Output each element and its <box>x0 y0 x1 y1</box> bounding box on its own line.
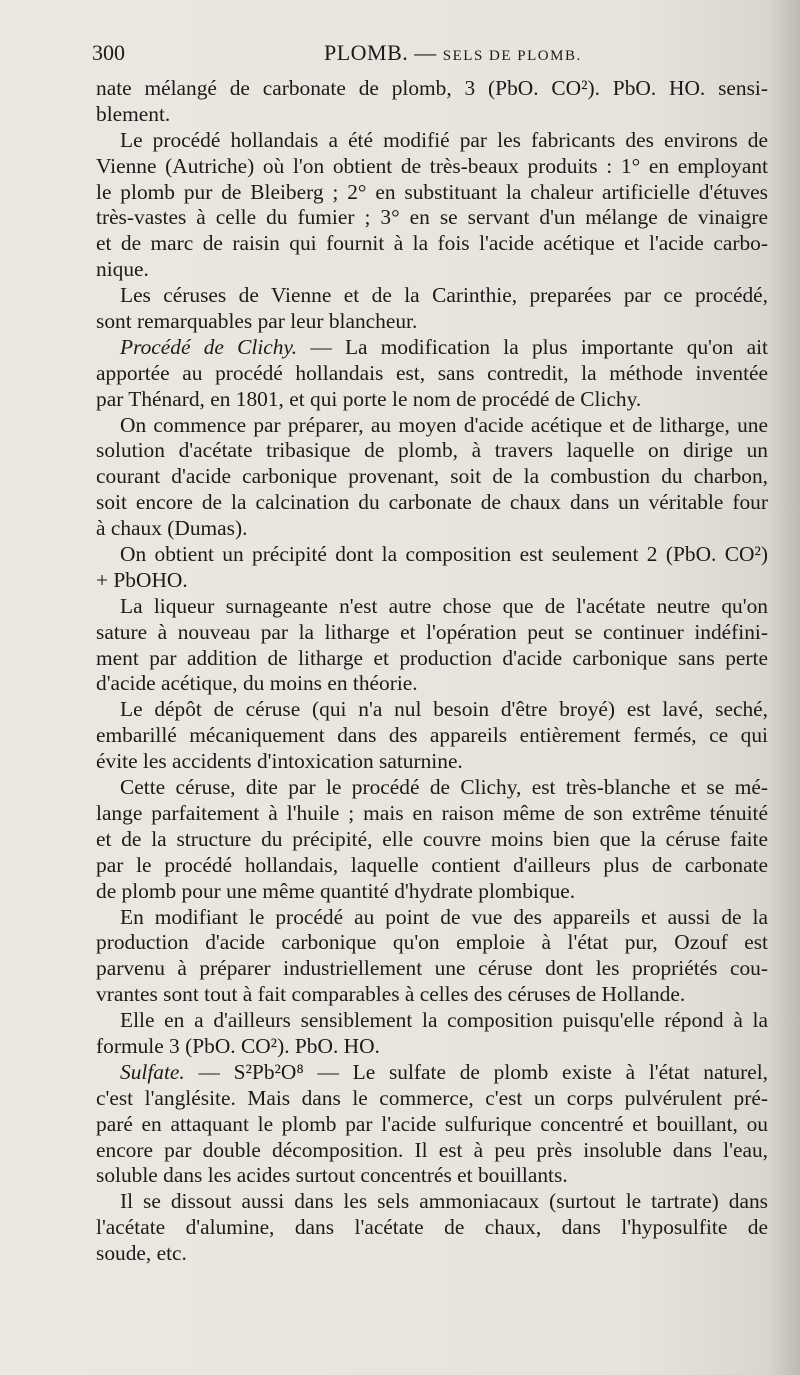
line-text: par Thénard, en 1801, et qui porte le nom de procédé de Clichy. <box>96 386 642 411</box>
text-line <box>96 905 768 931</box>
running-title-small: SELS DE PLOMB. <box>442 48 582 64</box>
line-text: On obtient un précipité dont la composition est seulement 2 (PbO. CO²) <box>120 542 768 567</box>
line-text: nate mélangé de carbonate de plomb, 3 (PbO. CO²). PbO. HO. sensi- <box>96 76 768 100</box>
text-line <box>96 1086 768 1112</box>
text-line <box>96 749 768 775</box>
line-text: nique. <box>96 257 149 282</box>
text-line <box>96 982 768 1008</box>
line-text: encore par double décomposition. Il est à peu près insoluble dans l'eau, <box>96 1137 768 1162</box>
text-line <box>96 335 768 361</box>
line-text: Les céruses de Vienne et de la Carinthie, preparées par ce procédé, <box>120 283 768 308</box>
line-text: solution d'acétate tribasique de plomb, à travers laquelle on dirige un <box>96 438 768 463</box>
line-text: sature à nouveau par la litharge et l'opération peut se continuer indéfini- <box>96 619 768 644</box>
text-line <box>96 1163 768 1189</box>
line-text: Vienne (Autriche) où l'on obtient de très-beaux produits : 1° en employant <box>96 153 768 178</box>
text-line <box>96 309 768 335</box>
text-line <box>96 1189 768 1215</box>
line-text: et de la structure du précipité, elle couvre moins bien que la céruse faite <box>96 826 768 851</box>
text-line <box>96 594 768 620</box>
text-line <box>96 387 768 413</box>
line-text: ment par addition de litharge et production d'acide carbonique sans perte <box>96 645 768 670</box>
line-text: courant d'acide carbonique provenant, soit de la combustion du charbon, <box>96 464 768 489</box>
line-text: En modifiant le procédé au point de vue des appareils et aussi de la <box>120 904 768 929</box>
text-line <box>96 723 768 749</box>
line-text: le plomb pur de Bleiberg ; 2° en substituant la chaleur artificielle d'étuves <box>96 179 768 204</box>
text-line <box>96 102 768 128</box>
line-text: par le procédé hollandais, laquelle contient d'ailleurs plus de carbonate <box>96 852 768 877</box>
text-line <box>96 1138 768 1164</box>
text-line <box>96 76 768 102</box>
line-text: sont remarquables par leur blancheur. <box>96 309 418 334</box>
text-line <box>96 1215 768 1241</box>
text-line <box>96 464 768 490</box>
line-text: et de marc de raisin qui fournit à la fois l'acide acétique et l'acide carbo- <box>96 231 768 256</box>
text-line <box>96 490 768 516</box>
text-line <box>96 283 768 309</box>
text-line <box>96 568 768 594</box>
text-line <box>96 128 768 154</box>
line-text: lange parfaitement à l'huile ; mais en raison même de son extrême ténuité <box>96 800 768 825</box>
line-text: d'acide acétique, du moins en théorie. <box>96 671 418 696</box>
text-line <box>96 671 768 697</box>
text-line <box>96 205 768 231</box>
line-text: On commence par préparer, au moyen d'acide acétique et de litharge, une <box>120 412 768 437</box>
text-line <box>96 542 768 568</box>
line-text: Elle en a d'ailleurs sensiblement la composition puisqu'elle répond à la <box>120 1008 768 1033</box>
line-text: + PbOHO. <box>96 567 188 592</box>
text-line <box>96 231 768 257</box>
line-text: — S²Pb²O⁸ — Le sulfate de plomb existe à l'état naturel, <box>198 1059 768 1084</box>
page-number: 300 <box>92 40 125 65</box>
text-line <box>96 413 768 439</box>
line-text: l'acétate d'alumine, dans l'acétate de chaux, dans l'hyposulfite de <box>96 1215 768 1240</box>
text-line <box>96 827 768 853</box>
line-text: à chaux (Dumas). <box>96 516 248 541</box>
line-text: évite les accidents d'intoxication saturnine. <box>96 749 463 774</box>
text-line <box>96 646 768 672</box>
line-text: parvenu à préparer industriellement une céruse dont les propriétés cou- <box>96 956 768 981</box>
section-heading: Sulfate. <box>120 1059 185 1084</box>
text-line <box>96 879 768 905</box>
line-text: vrantes sont tout à fait comparables à celles des céruses de Hollande. <box>96 982 686 1007</box>
line-text: soluble dans les acides surtout concentrés et bouillants. <box>96 1163 568 1188</box>
text-line <box>96 775 768 801</box>
line-text: de plomb pour une même quantité d'hydrate plombique. <box>96 878 576 903</box>
line-text: production d'acide carbonique qu'on emploie à l'état pur, Ozouf est <box>96 930 768 955</box>
line-text: Il se dissout aussi dans les sels ammoniacaux (surtout le tartrate) dans <box>120 1189 768 1214</box>
line-text: soude, etc. <box>96 1241 187 1266</box>
text-line <box>96 1060 768 1086</box>
text-line <box>96 438 768 464</box>
line-text: soit encore de la calcination du carbonate de chaux dans un véritable four <box>96 490 768 515</box>
line-text: Cette céruse, dite par le procédé de Clichy, est très-blanche et se mé- <box>120 775 768 800</box>
line-text: formule 3 (PbO. CO²). PbO. HO. <box>96 1033 380 1058</box>
line-text: embarillé mécaniquement dans des appareils entièrement fermés, ce qui <box>96 723 768 748</box>
line-text: c'est l'anglésite. Mais dans le commerce, c'est un corps pulvérulent pré- <box>96 1085 768 1110</box>
body-text <box>96 76 768 1267</box>
line-text: paré en attaquant le plomb par l'acide sulfurique concentré et bouillant, ou <box>96 1111 768 1136</box>
line-text: apportée au procédé hollandais est, sans contredit, la méthode inventée <box>96 360 768 385</box>
text-line <box>96 620 768 646</box>
text-line <box>96 361 768 387</box>
line-text: très-vastes à celle du fumier ; 3° en se servant d'un mélange de vinaigre <box>96 205 768 230</box>
text-line <box>96 1112 768 1138</box>
text-line <box>96 1008 768 1034</box>
running-title-main: PLOMB. — <box>324 40 443 65</box>
text-line <box>96 801 768 827</box>
text-line <box>96 1034 768 1060</box>
line-text: La liqueur surnageante n'est autre chose que de l'acétate neutre qu'on <box>120 593 768 618</box>
line-text: Le dépôt de céruse (qui n'a nul besoin d'être broyé) est lavé, seché, <box>120 697 768 722</box>
text-line <box>96 180 768 206</box>
line-text: Le procédé hollandais a été modifié par les fabricants des environs de <box>120 127 768 152</box>
text-line <box>96 697 768 723</box>
section-heading: Procédé de Clichy. <box>120 334 298 359</box>
running-title <box>324 40 582 66</box>
text-line <box>96 853 768 879</box>
text-line <box>96 930 768 956</box>
text-line <box>96 154 768 180</box>
line-text: — La modification la plus importante qu'on ait <box>310 334 768 359</box>
text-line <box>96 956 768 982</box>
text-line <box>96 257 768 283</box>
text-line <box>96 1241 768 1267</box>
text-line <box>96 516 768 542</box>
page-header <box>92 40 772 70</box>
line-text: blement. <box>96 101 171 126</box>
